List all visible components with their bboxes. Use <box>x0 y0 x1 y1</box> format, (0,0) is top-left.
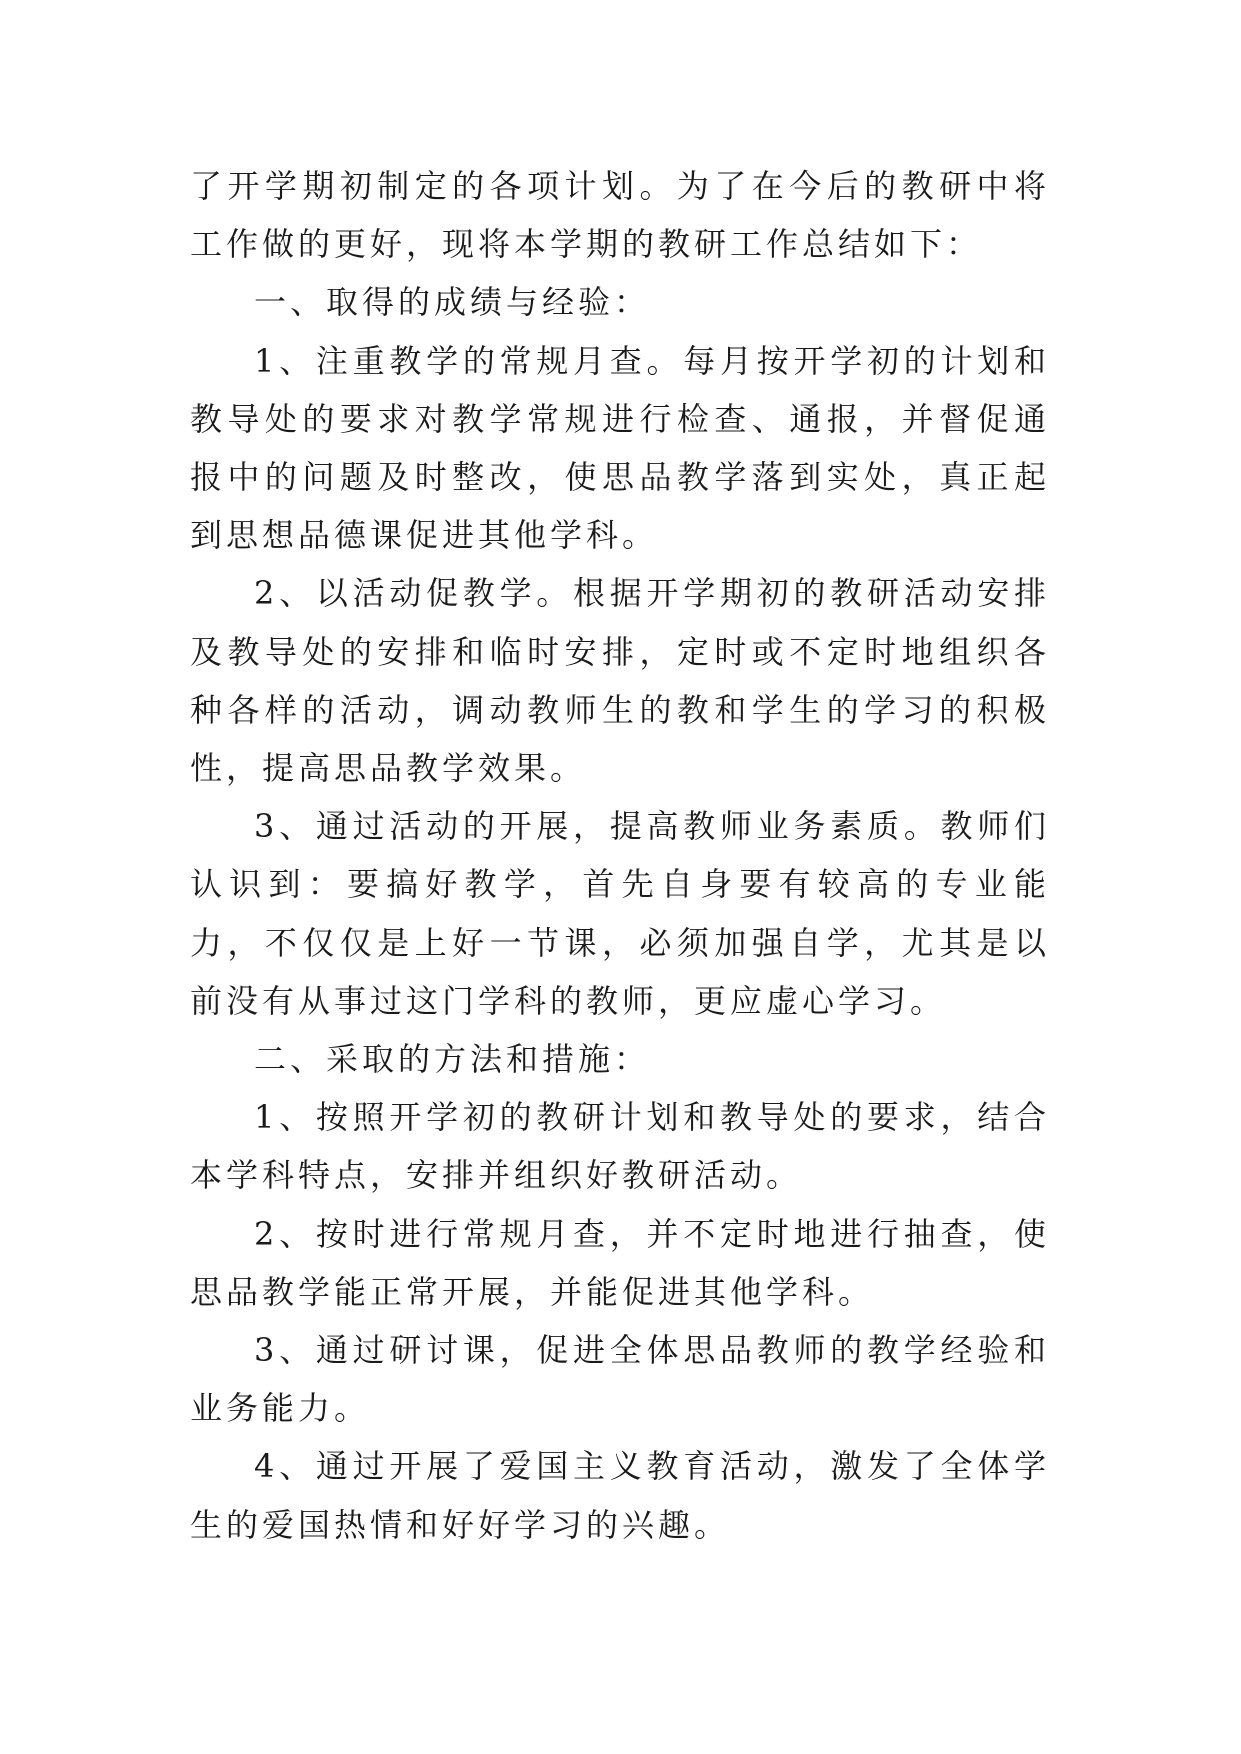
section-heading-methods: 二、采取的方法和措施： <box>254 1040 651 1079</box>
section-heading-achievements: 一、取得的成绩与经验： <box>254 283 651 322</box>
paragraph-method-4: 4、通过开展了爱国主义教育活动，激发了全体学生的爱国热情和好好学习的兴趣。 <box>190 1447 1050 1544</box>
paragraph-achievement-2: 2、以活动促教学。根据开学期初的教研活动安排及教导处的安排和临时安排，定时或不定时地组织各种各样的活动，调动教师生的教和学生的学习的积极性，提高思品教学效果。 <box>190 574 1050 788</box>
paragraph-intro-continuation: 了开学期初制定的各项计划。为了在今后的教研中将工作做的更好，现将本学期的教研工作总结如下： <box>190 167 1050 264</box>
document-body <box>190 157 1050 1554</box>
paragraph-method-2: 2、按时进行常规月查，并不定时地进行抽查，使思品教学能正常开展，并能促进其他学科。 <box>190 1214 1050 1311</box>
paragraph-method-3: 3、通过研讨课，促进全体思品教师的教学经验和业务能力。 <box>190 1331 1050 1428</box>
paragraph-achievement-3: 3、通过活动的开展，提高教师业务素质。教师们认识到：要搞好教学，首先自身要有较高的专业能力，不仅仅是上好一节课，必须加强自学，尤其是以前没有从事过这门学科的教师，更应虚心学习。 <box>190 807 1050 1020</box>
paragraph-method-1: 1、按照开学初的教研计划和教导处的要求，结合本学科特点，安排并组织好教研活动。 <box>190 1098 1050 1195</box>
paragraph-achievement-1: 1、注重教学的常规月查。每月按开学初的计划和教导处的要求对教学常规进行检查、通报，并督促通报中的问题及时整改，使思品教学落到实处，真正起到思想品德课促进其他学科。 <box>190 341 1050 555</box>
